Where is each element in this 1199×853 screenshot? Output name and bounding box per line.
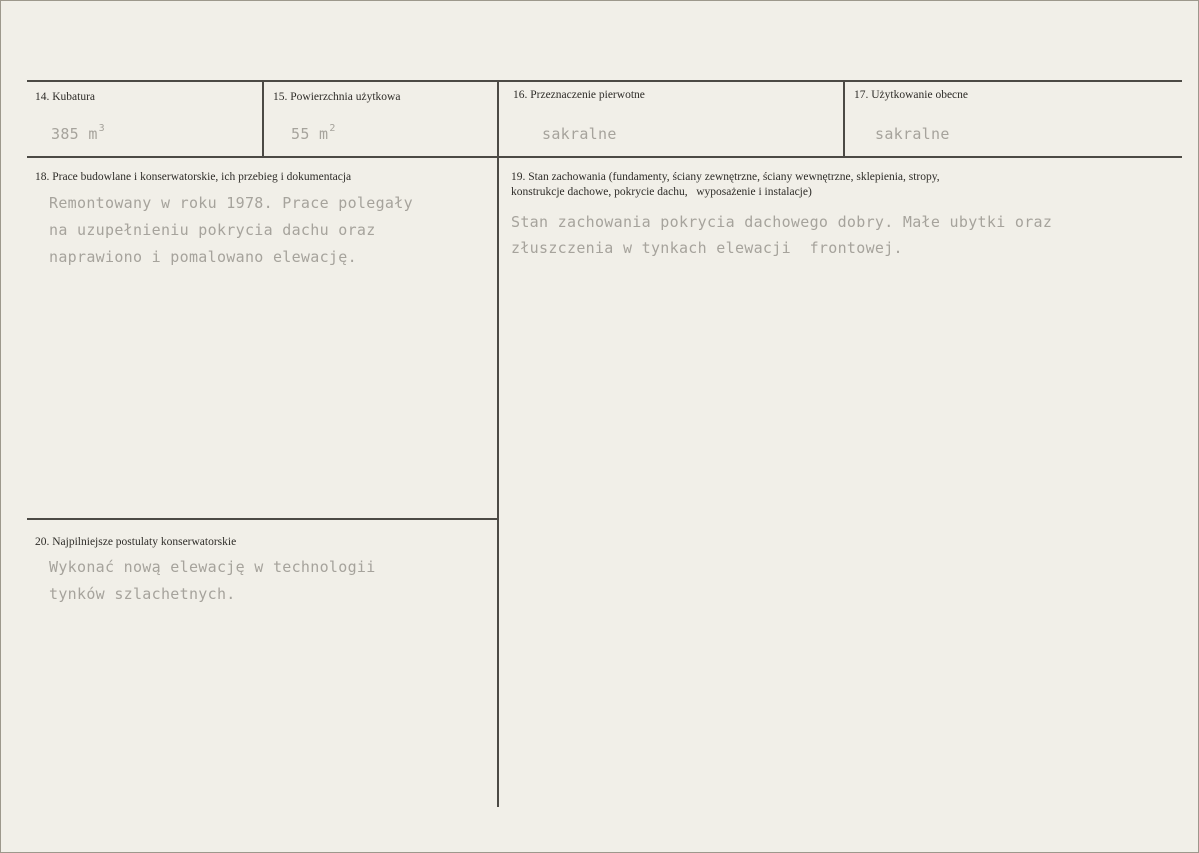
field-19-label-line-1: 19. Stan zachowania (fundamenty, ściany zewnętrzne, ściany wewnętrzne, sklepienia, stropy,	[511, 171, 940, 183]
field-14-value	[51, 121, 105, 150]
field-14-value-text: 385 m	[51, 125, 98, 143]
divider-15-16	[497, 80, 499, 807]
divider-16-17	[843, 80, 845, 157]
field-20-line-1: Wykonać nową elewację w technologii	[49, 558, 376, 576]
section-rule	[27, 518, 497, 520]
field-16-value: sakralne	[542, 125, 617, 143]
top-rule	[27, 80, 1182, 82]
field-20-line-2: tynków szlachetnych.	[49, 585, 236, 603]
field-14-label: 14. Kubatura	[35, 91, 96, 103]
field-19-line-2	[511, 235, 903, 261]
field-18-label: 18. Prace budowlane i konserwatorskie, ich przebieg i dokumentacja	[35, 171, 352, 183]
field-18-line-3: naprawiono i pomalowano elewację.	[49, 248, 357, 266]
field-19-label-line-2: konstrukcje dachowe, pokrycie dachu, wyposażenie i instalacje)	[511, 186, 812, 198]
field-15-value-text: 55 m	[291, 125, 329, 143]
field-15-unit-power: 2	[329, 123, 336, 134]
field-15-label: 15. Powierzchnia użytkowa	[273, 91, 401, 103]
field-17-label: 17. Użytkowanie obecne	[854, 89, 969, 101]
field-19-line-2-text: złuszczenia w tynkach elewacji frontowej.	[511, 239, 903, 257]
field-20-label: 20. Najpilniejsze postulaty konserwatorskie	[35, 536, 237, 548]
field-18-line-1: Remontowany w roku 1978. Prace polegały	[49, 194, 413, 212]
row-rule	[27, 156, 1182, 158]
field-19-line-1: Stan zachowania pokrycia dachowego dobry. Małe ubytki oraz	[511, 213, 1053, 231]
field-16-label: 16. Przeznaczenie pierwotne	[513, 89, 645, 101]
divider-14-15	[262, 80, 264, 157]
field-18-line-2: na uzupełnieniu pokrycia dachu oraz	[49, 221, 376, 239]
field-17-value: sakralne	[875, 125, 950, 143]
field-14-unit-power: 3	[98, 123, 105, 134]
field-15-value	[291, 121, 336, 150]
